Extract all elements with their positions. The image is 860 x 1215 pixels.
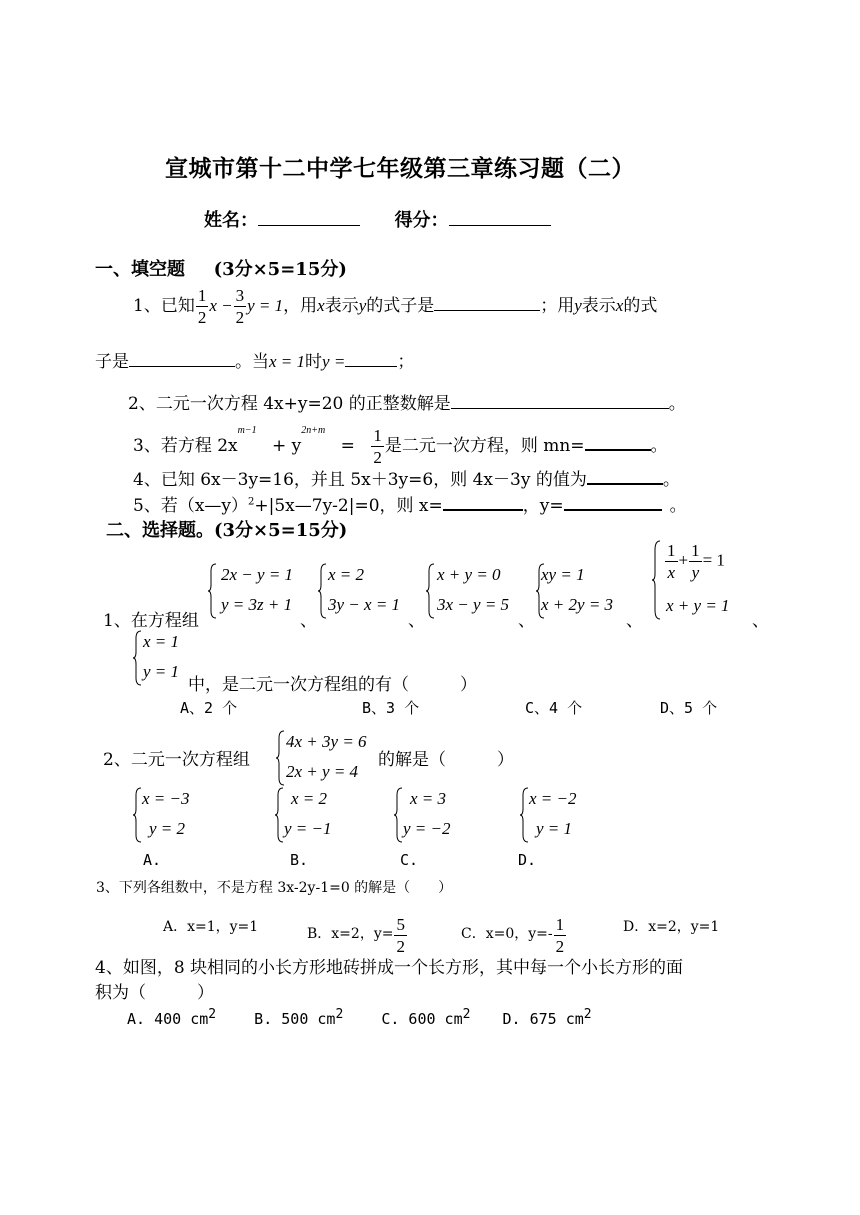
s2-q2-prefix: 2、二元一次方程组 xyxy=(103,750,250,770)
section2-heading xyxy=(106,516,347,542)
s2-q2-answer-c[interactable]: x = 3 y = −2 xyxy=(394,787,474,843)
s2-q1-option-c[interactable]: C、4 个 xyxy=(525,699,583,717)
section1-points: (3分×5=15分) xyxy=(213,259,347,280)
s2-q2-answer-a[interactable]: x = −3 y = 2 xyxy=(133,787,213,843)
name-score-line xyxy=(204,206,551,232)
s2-q1-option-d[interactable]: D、5 个 xyxy=(660,699,718,717)
s2-q2-system: 4x + 3y = 6 2x + y = 4 xyxy=(276,730,381,786)
s2-q2-label-b: B. xyxy=(290,851,309,869)
section1-title: 一、填空题 xyxy=(95,259,185,280)
fraction-five-halves: $\frac{5}{2}$ xyxy=(396,915,405,956)
section2-points: (3分×5=15分) xyxy=(214,520,348,541)
s1-q1-blank2[interactable] xyxy=(129,350,235,367)
s2-q2-label-c: C. xyxy=(400,851,419,869)
page-title: 宣城市第十二中学七年级第三章练习题（二） xyxy=(165,155,635,182)
s2-q1-system-1: 2x − y = 1 y = 3z + 1 xyxy=(208,563,308,619)
s1-q1-eq-rhs: y = 1 xyxy=(247,296,284,315)
fraction-half-q3: $\frac{1}{2}$ xyxy=(373,426,382,467)
section2-title: 二、选择题。 xyxy=(106,520,214,541)
fraction-three-halves: $\frac{3}{2}$ xyxy=(235,286,245,327)
s2-q4-option-a[interactable]: A. 400 $cm^2$ xyxy=(127,1007,217,1028)
s1-q1-blank3[interactable] xyxy=(345,350,397,367)
s2-q1-suffix: 中，是二元一次方程组的有（ ） xyxy=(188,675,477,695)
s2-q1-system-6: x = 1 y = 1 xyxy=(133,630,193,686)
s2-q3-option-b[interactable]: B．x=2，y= $\frac{5}{2}$ xyxy=(307,915,405,956)
s1-q5-blank-x[interactable] xyxy=(443,493,523,511)
fraction-one-over-y: $\frac{1}{y}$ xyxy=(691,541,700,582)
s2-q2-answer-d[interactable]: x = −2 y = 1 xyxy=(520,787,600,843)
s2-q1-prefix: 1、在方程组 xyxy=(103,611,199,631)
s1-q5: 5、若（x—y）$^2$+|5x—7y-2|=0，则 x= ，y= 。 xyxy=(133,491,687,516)
score-label: 得分： xyxy=(394,210,449,231)
s2-q4-line1: 4、如图，8 块相同的小长方形地砖拼成一个长方形，其中每一个小长方形的面 xyxy=(95,958,684,978)
s1-q1-line1: 1、已知 $\frac{1}{2}$ x − $\frac{3}{2}$ y = 1，用x表示y的式子是 ；用y表示x的式 xyxy=(133,286,658,327)
s1-q2-blank[interactable] xyxy=(451,392,669,409)
s2-q4-option-c[interactable]: C. 600 $cm^2$ xyxy=(381,1007,471,1028)
s2-q1-option-a[interactable]: A、2 个 xyxy=(180,699,238,717)
fraction-one-half-c: $\frac{1}{2}$ xyxy=(555,915,565,956)
s1-q4: 4、已知 6x－3y=16，并且 5x＋3y=6，则 4x－3y 的值为 。 xyxy=(133,465,680,490)
section1-heading xyxy=(95,255,347,281)
s2-q3-option-a[interactable]: A．x=1，y=1 xyxy=(163,919,259,935)
s2-q4-option-b[interactable]: B. 500 $cm^2$ xyxy=(254,1007,344,1028)
s2-q1-option-b[interactable]: B、3 个 xyxy=(362,699,420,717)
name-blank[interactable] xyxy=(258,209,360,226)
s1-q1-prefix: 1、已知 xyxy=(133,296,195,316)
s2-q3-option-d[interactable]: D．x=2，y=1 xyxy=(623,919,720,935)
s2-q2-label-a: A. xyxy=(143,851,162,869)
s1-q4-blank[interactable] xyxy=(587,467,663,485)
s2-q4-option-d[interactable]: D. 675 $cm^2$ xyxy=(502,1007,592,1028)
s1-q1-line2: 子是 。当x = 1时y = ； xyxy=(95,352,415,372)
s1-q3: 3、若方程 $2x^{m-1} + y^{2n+m}$ = $\frac{1}{2}$ 是二元一次方程，则 mn= 。 xyxy=(133,425,668,467)
s2-q2-answer-b[interactable]: x = 2 y = −1 xyxy=(275,787,355,843)
s1-q5-blank-y[interactable] xyxy=(564,493,662,511)
s2-q1-system-3: x + y = 0 3x − y = 5 xyxy=(426,563,521,619)
score-blank[interactable] xyxy=(449,209,551,226)
fraction-half: $\frac{1}{2}$ xyxy=(197,286,207,327)
s1-q1-eq-part: x − xyxy=(209,296,233,315)
s1-q1-blank1[interactable] xyxy=(434,294,540,311)
fraction-one-over-x: $\frac{1}{x}$ xyxy=(667,541,676,582)
s2-q4-line2: 积为（ ） xyxy=(95,983,214,1003)
s1-q3-blank[interactable] xyxy=(585,433,651,451)
s2-q4-options xyxy=(127,1007,592,1028)
s1-q2: 2、二元一次方程 4x+y=20 的正整数解是 。 xyxy=(128,394,686,414)
s2-q1-system-5: $\frac{1}{x}$ + $\frac{1}{y}$ = 1 x + y = 1 xyxy=(652,540,752,620)
name-label: 姓名： xyxy=(204,210,258,231)
s2-q2-label-d: D. xyxy=(518,851,537,869)
s2-q1-system-2: x = 2 3y − x = 1 xyxy=(318,563,408,619)
s2-q3-option-c[interactable]: C．x=0，y=- $\frac{1}{2}$ xyxy=(461,915,565,956)
s2-q3-text: 3、下列各组数中，不是方程 3x-2y-1=0 的解是（ ） xyxy=(96,880,453,896)
s2-q1-system-4: xy = 1 x + 2y = 3 xyxy=(536,563,631,619)
s2-q2-suffix: 的解是（ ） xyxy=(378,750,514,770)
